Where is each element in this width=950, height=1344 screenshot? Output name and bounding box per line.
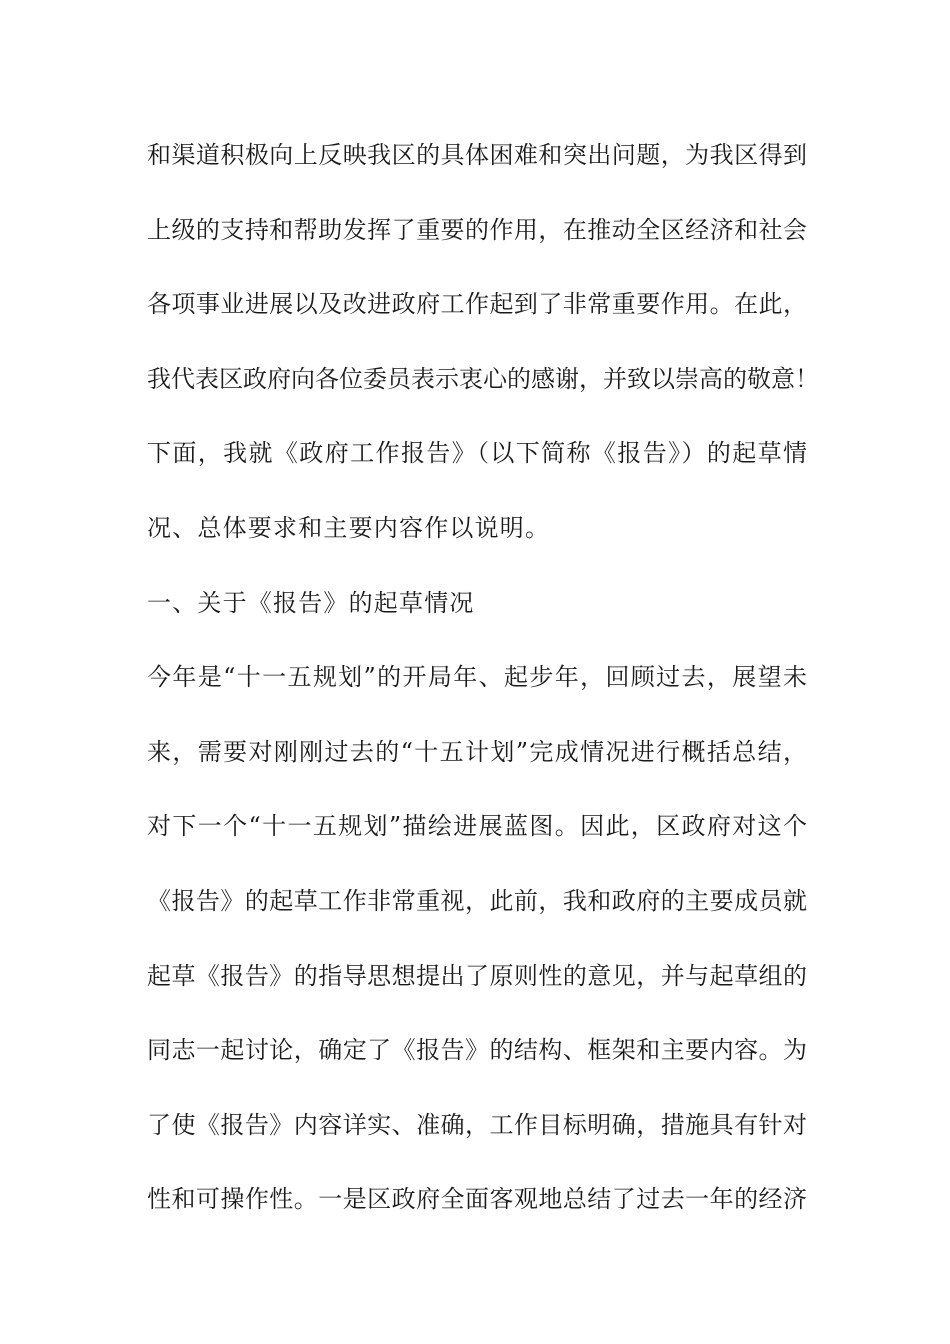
text-line: 今年是“十一五规划”的开局年、起步年，回顾过去，展望未 [147,663,807,692]
text-line: 对下一个“十一五规划”描绘进展蓝图。因此，区政府对这个 [147,812,807,841]
section-heading: 一、关于《报告》的起草情况 [147,588,475,617]
text-line: 起草《报告》的指导思想提出了原则性的意见，并与起草组的 [147,961,807,990]
text-line: 各项事业进展以及改进政府工作起到了非常重要作用。在此， [147,290,807,319]
text-line: 上级的支持和帮助发挥了重要的作用，在推动全区经济和社会 [147,215,807,244]
text-line: 《报告》的起草工作非常重视，此前，我和政府的主要成员就 [147,886,807,915]
text-line: 和渠道积极向上反映我区的具体困难和突出问题，为我区得到 [147,141,807,169]
text-line: 我代表区政府向各位委员表示衷心的感谢，并致以崇高的敬意！ [147,364,819,393]
text-line: 了使《报告》内容详实、准确，工作目标明确，措施具有针对 [147,1110,807,1139]
text-line: 同志一起讨论，确定了《报告》的结构、框架和主要内容。为 [147,1036,807,1065]
text-line: 下面，我就《政府工作报告》（以下简称《报告》）的起草情 [147,439,807,468]
text-line: 况、总体要求和主要内容作以说明。 [147,513,551,542]
document-body [147,128,819,1247]
text-line: 性和可操作性。一是区政府全面客观地总结了过去一年的经济 [147,1185,807,1214]
text-line: 来，需要对刚刚过去的“十五计划”完成情况进行概括总结， [147,737,807,766]
